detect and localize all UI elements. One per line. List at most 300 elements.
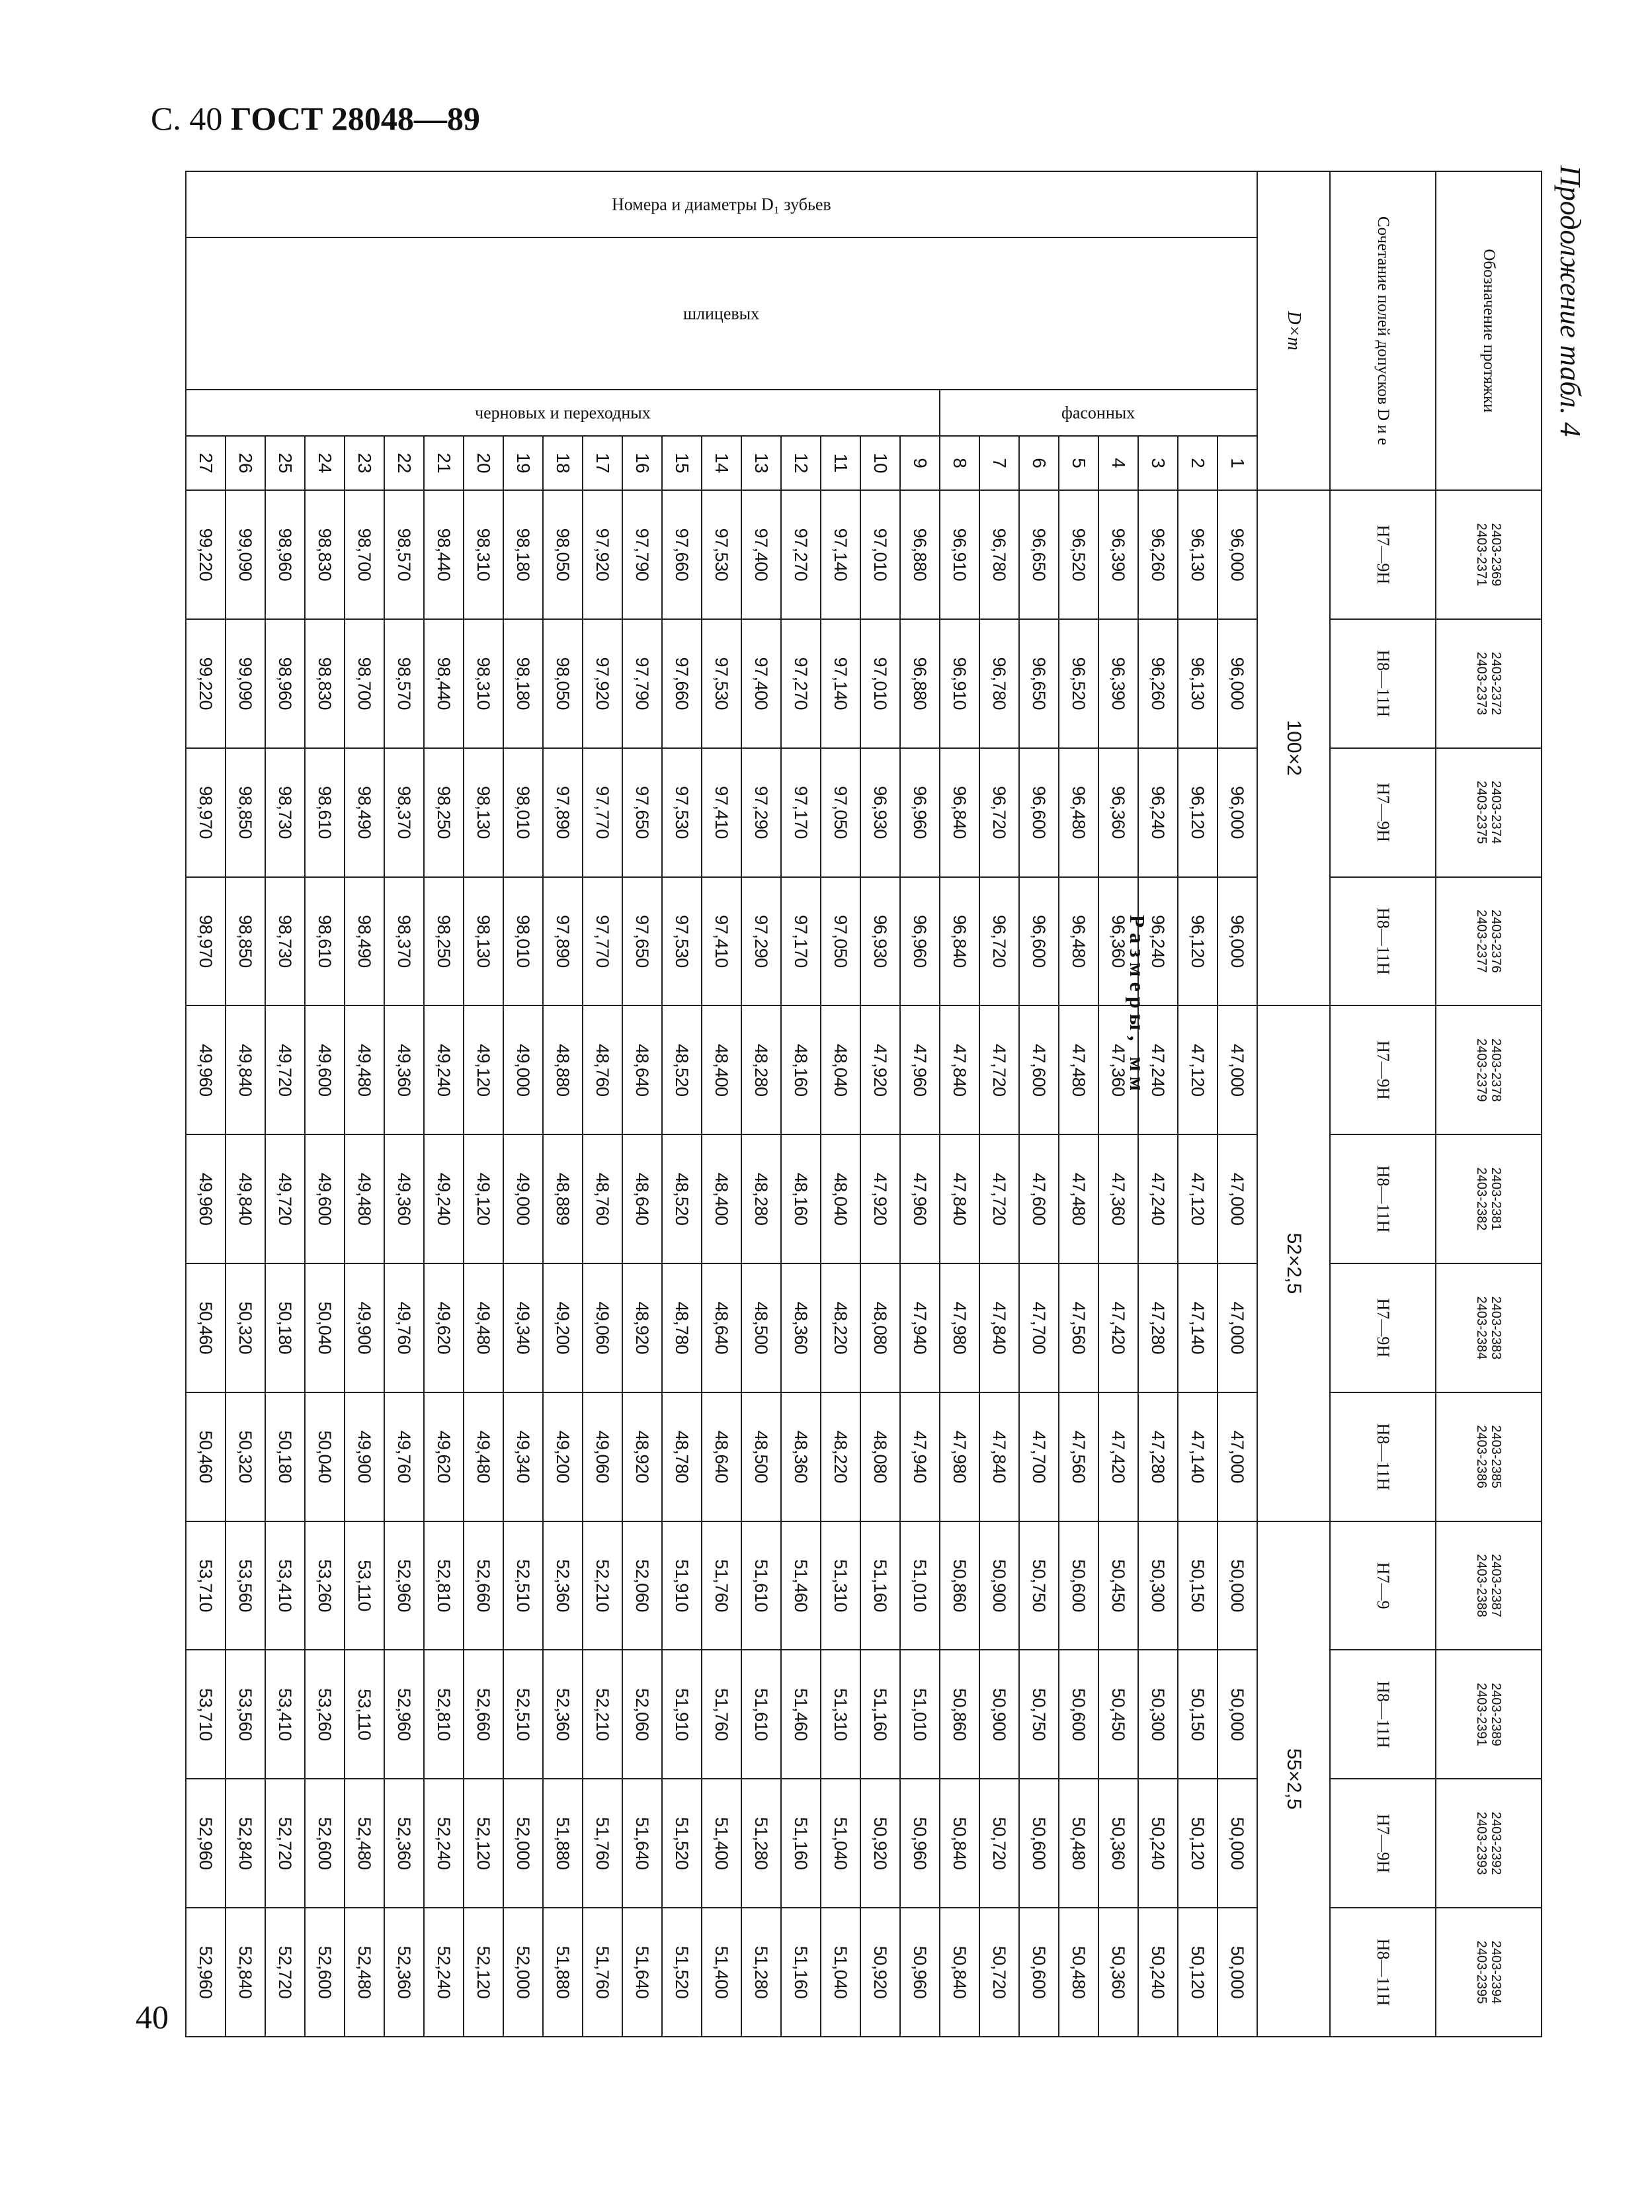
diameter-value: 51,610: [741, 1521, 781, 1650]
column-code: 2403-2372 2403-2373: [1436, 619, 1542, 748]
diameter-value: 50,600: [1019, 1779, 1059, 1908]
diameter-value: 97,920: [583, 490, 622, 619]
diameter-value: 49,060: [583, 1392, 622, 1521]
diameter-value: 51,460: [781, 1521, 821, 1650]
diameter-value: 48,640: [622, 1005, 662, 1134]
diameter-value: 97,770: [583, 748, 622, 877]
tooth-number: 23: [345, 436, 384, 490]
designation-label: Обозначение протяжки: [1436, 171, 1542, 490]
tolerance-label: Сочетание полей допусков D и e: [1330, 171, 1436, 490]
diameter-value: 98,310: [464, 619, 503, 748]
table-row: [900, 171, 940, 2037]
diameter-value: 98,130: [464, 877, 503, 1006]
diameter-value: 50,960: [900, 1779, 940, 1908]
diameter-value: 47,000: [1218, 1392, 1257, 1521]
diameter-value: 52,120: [464, 1779, 503, 1908]
diameter-value: 98,610: [305, 748, 345, 877]
diameter-value: 96,910: [940, 490, 979, 619]
diameter-value: 51,880: [543, 1779, 583, 1908]
diameter-value: 96,240: [1138, 877, 1178, 1006]
diameter-value: 98,610: [305, 877, 345, 1006]
diameter-value: 51,460: [781, 1650, 821, 1779]
tooth-number: 18: [543, 436, 583, 490]
diameter-value: 97,140: [821, 619, 860, 748]
diameter-value: 51,010: [900, 1650, 940, 1779]
diameter-value: 52,000: [503, 1908, 543, 2037]
group-shaped: фасонных: [940, 390, 1257, 436]
diameter-value: 52,840: [226, 1779, 265, 1908]
column-tolerance: H8—11H: [1330, 1908, 1436, 2037]
diameter-value: 49,480: [464, 1263, 503, 1392]
diameter-value: 51,400: [702, 1908, 741, 2037]
column-tolerance: H7—9: [1330, 1521, 1436, 1650]
diameter-value: 49,760: [384, 1392, 424, 1521]
diameter-value: 47,280: [1138, 1263, 1178, 1392]
tooth-number: 5: [1059, 436, 1098, 490]
diameter-value: 47,560: [1059, 1263, 1098, 1392]
diameter-value: 49,600: [305, 1134, 345, 1263]
diameter-value: 51,400: [702, 1779, 741, 1908]
diameter-value: 52,480: [345, 1908, 384, 2037]
diameter-value: 97,270: [781, 619, 821, 748]
diameter-value: 49,340: [503, 1263, 543, 1392]
diameter-value: 96,480: [1059, 748, 1098, 877]
table-row: [543, 171, 583, 2037]
diameter-value: 50,360: [1098, 1779, 1138, 1908]
diameter-value: 98,370: [384, 748, 424, 877]
diameter-value: 48,780: [662, 1392, 702, 1521]
column-code: 2403-2385 2403-2386: [1436, 1392, 1542, 1521]
diameter-value: 98,010: [503, 877, 543, 1006]
tooth-number: 2: [1178, 436, 1218, 490]
column-tolerance: H8—11H: [1330, 619, 1436, 748]
diameter-value: 96,130: [1178, 490, 1218, 619]
diameter-value: 49,120: [464, 1134, 503, 1263]
diameter-value: 50,900: [979, 1521, 1019, 1650]
diameter-value: 98,730: [265, 877, 305, 1006]
diameter-value: 96,840: [940, 748, 979, 877]
diameter-value: 96,000: [1218, 748, 1257, 877]
table-row: [1059, 171, 1098, 2037]
diameter-value: 49,480: [464, 1392, 503, 1521]
diameter-value: 48,220: [821, 1392, 860, 1521]
diameter-value: 48,760: [583, 1134, 622, 1263]
tooth-number: 25: [265, 436, 305, 490]
diameter-value: 50,000: [1218, 1908, 1257, 2037]
tooth-number: 20: [464, 436, 503, 490]
diameter-value: 50,860: [940, 1521, 979, 1650]
column-code: 2403-2378 2403-2379: [1436, 1005, 1542, 1134]
diameter-value: 48,080: [860, 1263, 900, 1392]
diameter-value: 98,250: [424, 877, 464, 1006]
diameter-value: 50,150: [1178, 1650, 1218, 1779]
tooth-number: 12: [781, 436, 821, 490]
diameter-value: 98,570: [384, 619, 424, 748]
diameter-value: 98,490: [345, 748, 384, 877]
table-row: [384, 171, 424, 2037]
diameter-value: 47,940: [900, 1263, 940, 1392]
tooth-number: 10: [860, 436, 900, 490]
diameter-value: 97,410: [702, 877, 741, 1006]
diameter-value: 48,640: [702, 1392, 741, 1521]
diameter-value: 96,360: [1098, 748, 1138, 877]
diameter-value: 96,480: [1059, 877, 1098, 1006]
diameter-value: 50,320: [226, 1392, 265, 1521]
table-row: [979, 171, 1019, 2037]
column-code: 2403-2394 2403-2395: [1436, 1908, 1542, 2037]
diameter-value: 51,040: [821, 1908, 860, 2037]
column-code: 2403-2381 2403-2382: [1436, 1134, 1542, 1263]
diameter-value: 49,960: [186, 1005, 226, 1134]
tooth-number: 3: [1138, 436, 1178, 490]
diameter-value: 97,530: [702, 490, 741, 619]
diameter-value: 97,140: [821, 490, 860, 619]
diameter-value: 96,000: [1218, 490, 1257, 619]
diameter-value: 96,000: [1218, 619, 1257, 748]
diameter-value: 49,720: [265, 1134, 305, 1263]
table-caption-text: Продолжение табл. 4: [1554, 165, 1587, 437]
diameter-value: 96,720: [979, 748, 1019, 877]
diameter-value: 47,480: [1059, 1005, 1098, 1134]
diameter-value: 47,280: [1138, 1392, 1178, 1521]
diameter-value: 51,640: [622, 1779, 662, 1908]
tooth-number: 21: [424, 436, 464, 490]
diameter-value: 97,790: [622, 619, 662, 748]
diameter-value: 50,360: [1098, 1908, 1138, 2037]
diameter-value: 49,480: [345, 1005, 384, 1134]
diameter-value: 97,770: [583, 877, 622, 1006]
diameter-value: 98,970: [186, 877, 226, 1006]
diameter-value: 50,840: [940, 1779, 979, 1908]
diameter-value: 47,120: [1178, 1134, 1218, 1263]
diameter-value: 49,840: [226, 1005, 265, 1134]
diameter-value: 52,360: [543, 1521, 583, 1650]
diameter-value: 48,880: [543, 1005, 583, 1134]
diameter-value: 47,140: [1178, 1392, 1218, 1521]
diameter-value: 97,170: [781, 877, 821, 1006]
tooth-number: 4: [1098, 436, 1138, 490]
diameter-value: 50,450: [1098, 1650, 1138, 1779]
diameter-value: 48,400: [702, 1005, 741, 1134]
table-row: [186, 171, 226, 2037]
tolerance-row: [1330, 171, 1436, 2037]
diameter-value: 98,730: [265, 748, 305, 877]
diameter-value: 47,920: [860, 1134, 900, 1263]
diameter-value: 50,450: [1098, 1521, 1138, 1650]
diameter-value: 53,260: [305, 1521, 345, 1650]
column-code: 2403-2374 2403-2375: [1436, 748, 1542, 877]
diameter-value: 49,600: [305, 1005, 345, 1134]
diameter-value: 48,040: [821, 1005, 860, 1134]
table-row: [1178, 171, 1218, 2037]
tooth-number: 11: [821, 436, 860, 490]
diameter-value: 96,840: [940, 877, 979, 1006]
diameter-value: 50,920: [860, 1908, 900, 2037]
diameter-value: 97,400: [741, 619, 781, 748]
diameter-value: 51,160: [781, 1908, 821, 2037]
diameter-value: 97,010: [860, 490, 900, 619]
diameter-value: 52,480: [345, 1779, 384, 1908]
diameter-value: 98,370: [384, 877, 424, 1006]
diameter-value: 48,280: [741, 1005, 781, 1134]
diameter-value: 96,880: [900, 619, 940, 748]
diameter-value: 96,930: [860, 877, 900, 1006]
diameter-value: 99,090: [226, 490, 265, 619]
diameter-value: 49,360: [384, 1005, 424, 1134]
diameter-value: 51,280: [741, 1908, 781, 2037]
diameter-value: 97,530: [662, 877, 702, 1006]
diameter-value: 49,360: [384, 1134, 424, 1263]
standard-title: ГОСТ 28048—89: [230, 100, 480, 137]
diameter-value: 52,660: [464, 1650, 503, 1779]
diameter-value: 50,600: [1059, 1650, 1098, 1779]
diameter-value: 52,510: [503, 1521, 543, 1650]
diameter-value: 98,490: [345, 877, 384, 1006]
diameter-value: 97,010: [860, 619, 900, 748]
diameter-value: 47,840: [940, 1005, 979, 1134]
diameter-value: 47,920: [860, 1005, 900, 1134]
diameter-value: 96,000: [1218, 877, 1257, 1006]
diameter-value: 53,110: [345, 1650, 384, 1779]
diameter-value: 49,720: [265, 1005, 305, 1134]
diameter-value: 48,889: [543, 1134, 583, 1263]
diameter-value: 48,280: [741, 1134, 781, 1263]
diameter-value: 52,960: [384, 1650, 424, 1779]
diameter-value: 97,170: [781, 748, 821, 877]
tooth-number: 15: [662, 436, 702, 490]
diameter-value: 47,840: [979, 1392, 1019, 1521]
diameter-value: 97,050: [821, 748, 860, 877]
diameter-value: 51,910: [662, 1650, 702, 1779]
diameter-value: 48,920: [622, 1263, 662, 1392]
diameter-value: 50,040: [305, 1263, 345, 1392]
diameter-value: 96,720: [979, 877, 1019, 1006]
diameter-value: 97,890: [543, 877, 583, 1006]
diameter-value: 99,220: [186, 619, 226, 748]
table-row: [265, 171, 305, 2037]
diameter-value: 96,960: [900, 748, 940, 877]
diameter-value: 48,500: [741, 1392, 781, 1521]
column-code: 2403-2383 2403-2384: [1436, 1263, 1542, 1392]
tooth-number: 9: [900, 436, 940, 490]
dm-label: D×m: [1257, 171, 1330, 490]
column-tolerance: H7—9H: [1330, 1005, 1436, 1134]
table-row: [503, 171, 543, 2037]
diameter-value: 49,900: [345, 1263, 384, 1392]
diameter-value: 52,060: [622, 1650, 662, 1779]
diameter-value: 51,280: [741, 1779, 781, 1908]
column-code: 2403-2369 2403-2371: [1436, 490, 1542, 619]
table-row: [741, 171, 781, 2037]
diameter-value: 99,090: [226, 619, 265, 748]
diameter-value: 98,440: [424, 619, 464, 748]
diameter-value: 48,220: [821, 1263, 860, 1392]
diameter-value: 47,600: [1019, 1134, 1059, 1263]
diameter-value: 51,010: [900, 1521, 940, 1650]
page-header: [151, 99, 480, 138]
diameter-value: 49,960: [186, 1134, 226, 1263]
diameter-value: 50,480: [1059, 1779, 1098, 1908]
diameter-value: 48,360: [781, 1392, 821, 1521]
tooth-number: 22: [384, 436, 424, 490]
diameter-value: 97,650: [622, 748, 662, 877]
diameter-value: 98,970: [186, 748, 226, 877]
diameter-value: 47,600: [1019, 1005, 1059, 1134]
diameter-value: 98,570: [384, 490, 424, 619]
table-row: [305, 171, 345, 2037]
tooth-number: 16: [622, 436, 662, 490]
diameter-value: 50,720: [979, 1908, 1019, 2037]
diameter-value: 49,480: [345, 1134, 384, 1263]
table-row: [662, 171, 702, 2037]
diameter-value: 51,760: [583, 1908, 622, 2037]
diameter-value: 50,040: [305, 1392, 345, 1521]
table-row: [464, 171, 503, 2037]
diameter-value: 98,850: [226, 748, 265, 877]
diameter-value: 98,850: [226, 877, 265, 1006]
diameter-value: 50,720: [979, 1779, 1019, 1908]
column-code: 2403-2392 2403-2393: [1436, 1779, 1542, 1908]
diameter-value: 48,080: [860, 1392, 900, 1521]
diameter-value: 50,180: [265, 1263, 305, 1392]
sizes-title-text: Размеры, мм: [1126, 914, 1149, 1097]
diameter-value: 50,300: [1138, 1650, 1178, 1779]
diameter-value: 49,240: [424, 1134, 464, 1263]
diameter-value: 50,300: [1138, 1521, 1178, 1650]
tooth-number: 19: [503, 436, 543, 490]
diameter-value: 96,120: [1178, 748, 1218, 877]
diameter-value: 52,600: [305, 1908, 345, 2037]
diameter-value: 96,240: [1138, 748, 1178, 877]
tooth-number: 6: [1019, 436, 1059, 490]
diameter-value: 52,960: [186, 1779, 226, 1908]
diameter-value: 97,290: [741, 748, 781, 877]
diameter-value: 51,160: [781, 1779, 821, 1908]
diameter-value: 97,290: [741, 877, 781, 1006]
diameter-value: 52,120: [464, 1908, 503, 2037]
tooth-number: 26: [226, 436, 265, 490]
diameter-value: 51,760: [583, 1779, 622, 1908]
designation-row: [1436, 171, 1542, 2037]
diameter-value: 96,650: [1019, 619, 1059, 748]
diameter-value: 49,060: [583, 1263, 622, 1392]
diameter-value: 53,110: [345, 1521, 384, 1650]
diameter-value: 53,560: [226, 1650, 265, 1779]
tooth-number: 14: [702, 436, 741, 490]
diameter-value: 96,520: [1059, 619, 1098, 748]
column-code: 2403-2387 2403-2388: [1436, 1521, 1542, 1650]
diameter-value: 49,840: [226, 1134, 265, 1263]
table-row: [583, 171, 622, 2037]
diameter-value: 48,520: [662, 1005, 702, 1134]
diameter-value: 97,650: [622, 877, 662, 1006]
diameter-value: 98,010: [503, 748, 543, 877]
diameter-value: 47,840: [940, 1134, 979, 1263]
diameter-value: 96,360: [1098, 877, 1138, 1006]
diameter-value: 98,050: [543, 619, 583, 748]
diameter-value: 52,240: [424, 1908, 464, 2037]
diameter-value: 47,960: [900, 1005, 940, 1134]
diameter-value: 96,930: [860, 748, 900, 877]
diameter-value: 47,980: [940, 1263, 979, 1392]
tooth-number: 17: [583, 436, 622, 490]
diameter-value: 47,360: [1098, 1134, 1138, 1263]
table-row: [1098, 171, 1138, 2037]
diameter-value: 96,960: [900, 877, 940, 1006]
diameter-value: 96,260: [1138, 619, 1178, 748]
diameter-value: 48,400: [702, 1134, 741, 1263]
diameter-value: 98,960: [265, 490, 305, 619]
diameter-value: 47,420: [1098, 1392, 1138, 1521]
diameter-value: 50,000: [1218, 1521, 1257, 1650]
diameter-value: 96,390: [1098, 490, 1138, 619]
diameter-value: 98,050: [543, 490, 583, 619]
table-row: [1138, 171, 1178, 2037]
diameter-value: 49,900: [345, 1392, 384, 1521]
diameter-value: 97,410: [702, 748, 741, 877]
diameter-value: 53,260: [305, 1650, 345, 1779]
diameter-value: 96,130: [1178, 619, 1218, 748]
diameter-value: 49,240: [424, 1005, 464, 1134]
diameter-value: 51,310: [821, 1650, 860, 1779]
diameter-value: 48,160: [781, 1005, 821, 1134]
diameter-value: 53,710: [186, 1521, 226, 1650]
diameter-value: 51,880: [543, 1908, 583, 2037]
tooth-number: 27: [186, 436, 226, 490]
diameter-value: 50,750: [1019, 1650, 1059, 1779]
column-tolerance: H8—11H: [1330, 1392, 1436, 1521]
diameter-value: 96,600: [1019, 877, 1059, 1006]
page-number: 40: [136, 1998, 169, 2035]
diameter-value: 47,720: [979, 1134, 1019, 1263]
table-row: [702, 171, 741, 2037]
table-body: [186, 171, 1542, 2037]
diameter-value: 50,960: [900, 1908, 940, 2037]
diameter-value: 47,700: [1019, 1392, 1059, 1521]
column-code: 2403-2389 2403-2391: [1436, 1650, 1542, 1779]
diameter-value: 52,810: [424, 1650, 464, 1779]
rotated-table-wrapper: [196, 171, 1542, 2037]
diameter-value: 49,200: [543, 1392, 583, 1521]
diameter-value: 53,710: [186, 1650, 226, 1779]
diameter-value: 52,060: [622, 1521, 662, 1650]
diameter-value: 49,000: [503, 1005, 543, 1134]
diameter-value: 51,160: [860, 1521, 900, 1650]
diameter-value: 52,960: [186, 1908, 226, 2037]
diameter-value: 52,000: [503, 1779, 543, 1908]
diameter-value: 97,270: [781, 490, 821, 619]
diameter-value: 47,980: [940, 1392, 979, 1521]
column-tolerance: H7—9H: [1330, 748, 1436, 877]
diameter-value: 52,720: [265, 1908, 305, 2037]
diameter-value: 47,700: [1019, 1263, 1059, 1392]
diameter-value: 52,210: [583, 1521, 622, 1650]
diameter-value: 48,920: [622, 1392, 662, 1521]
diameter-value: 51,160: [860, 1650, 900, 1779]
column-tolerance: H8—11H: [1330, 1650, 1436, 1779]
table-row: [622, 171, 662, 2037]
diameter-value: 98,440: [424, 490, 464, 619]
diameter-value: 48,760: [583, 1005, 622, 1134]
diameter-value: 50,900: [979, 1650, 1019, 1779]
column-tolerance: H8—11H: [1330, 877, 1436, 1006]
diameter-value: 98,830: [305, 490, 345, 619]
diameter-value: 48,160: [781, 1134, 821, 1263]
diameter-value: 97,660: [662, 490, 702, 619]
diameter-value: 48,040: [821, 1134, 860, 1263]
diameter-value: 51,040: [821, 1779, 860, 1908]
diameter-value: 50,600: [1019, 1908, 1059, 2037]
